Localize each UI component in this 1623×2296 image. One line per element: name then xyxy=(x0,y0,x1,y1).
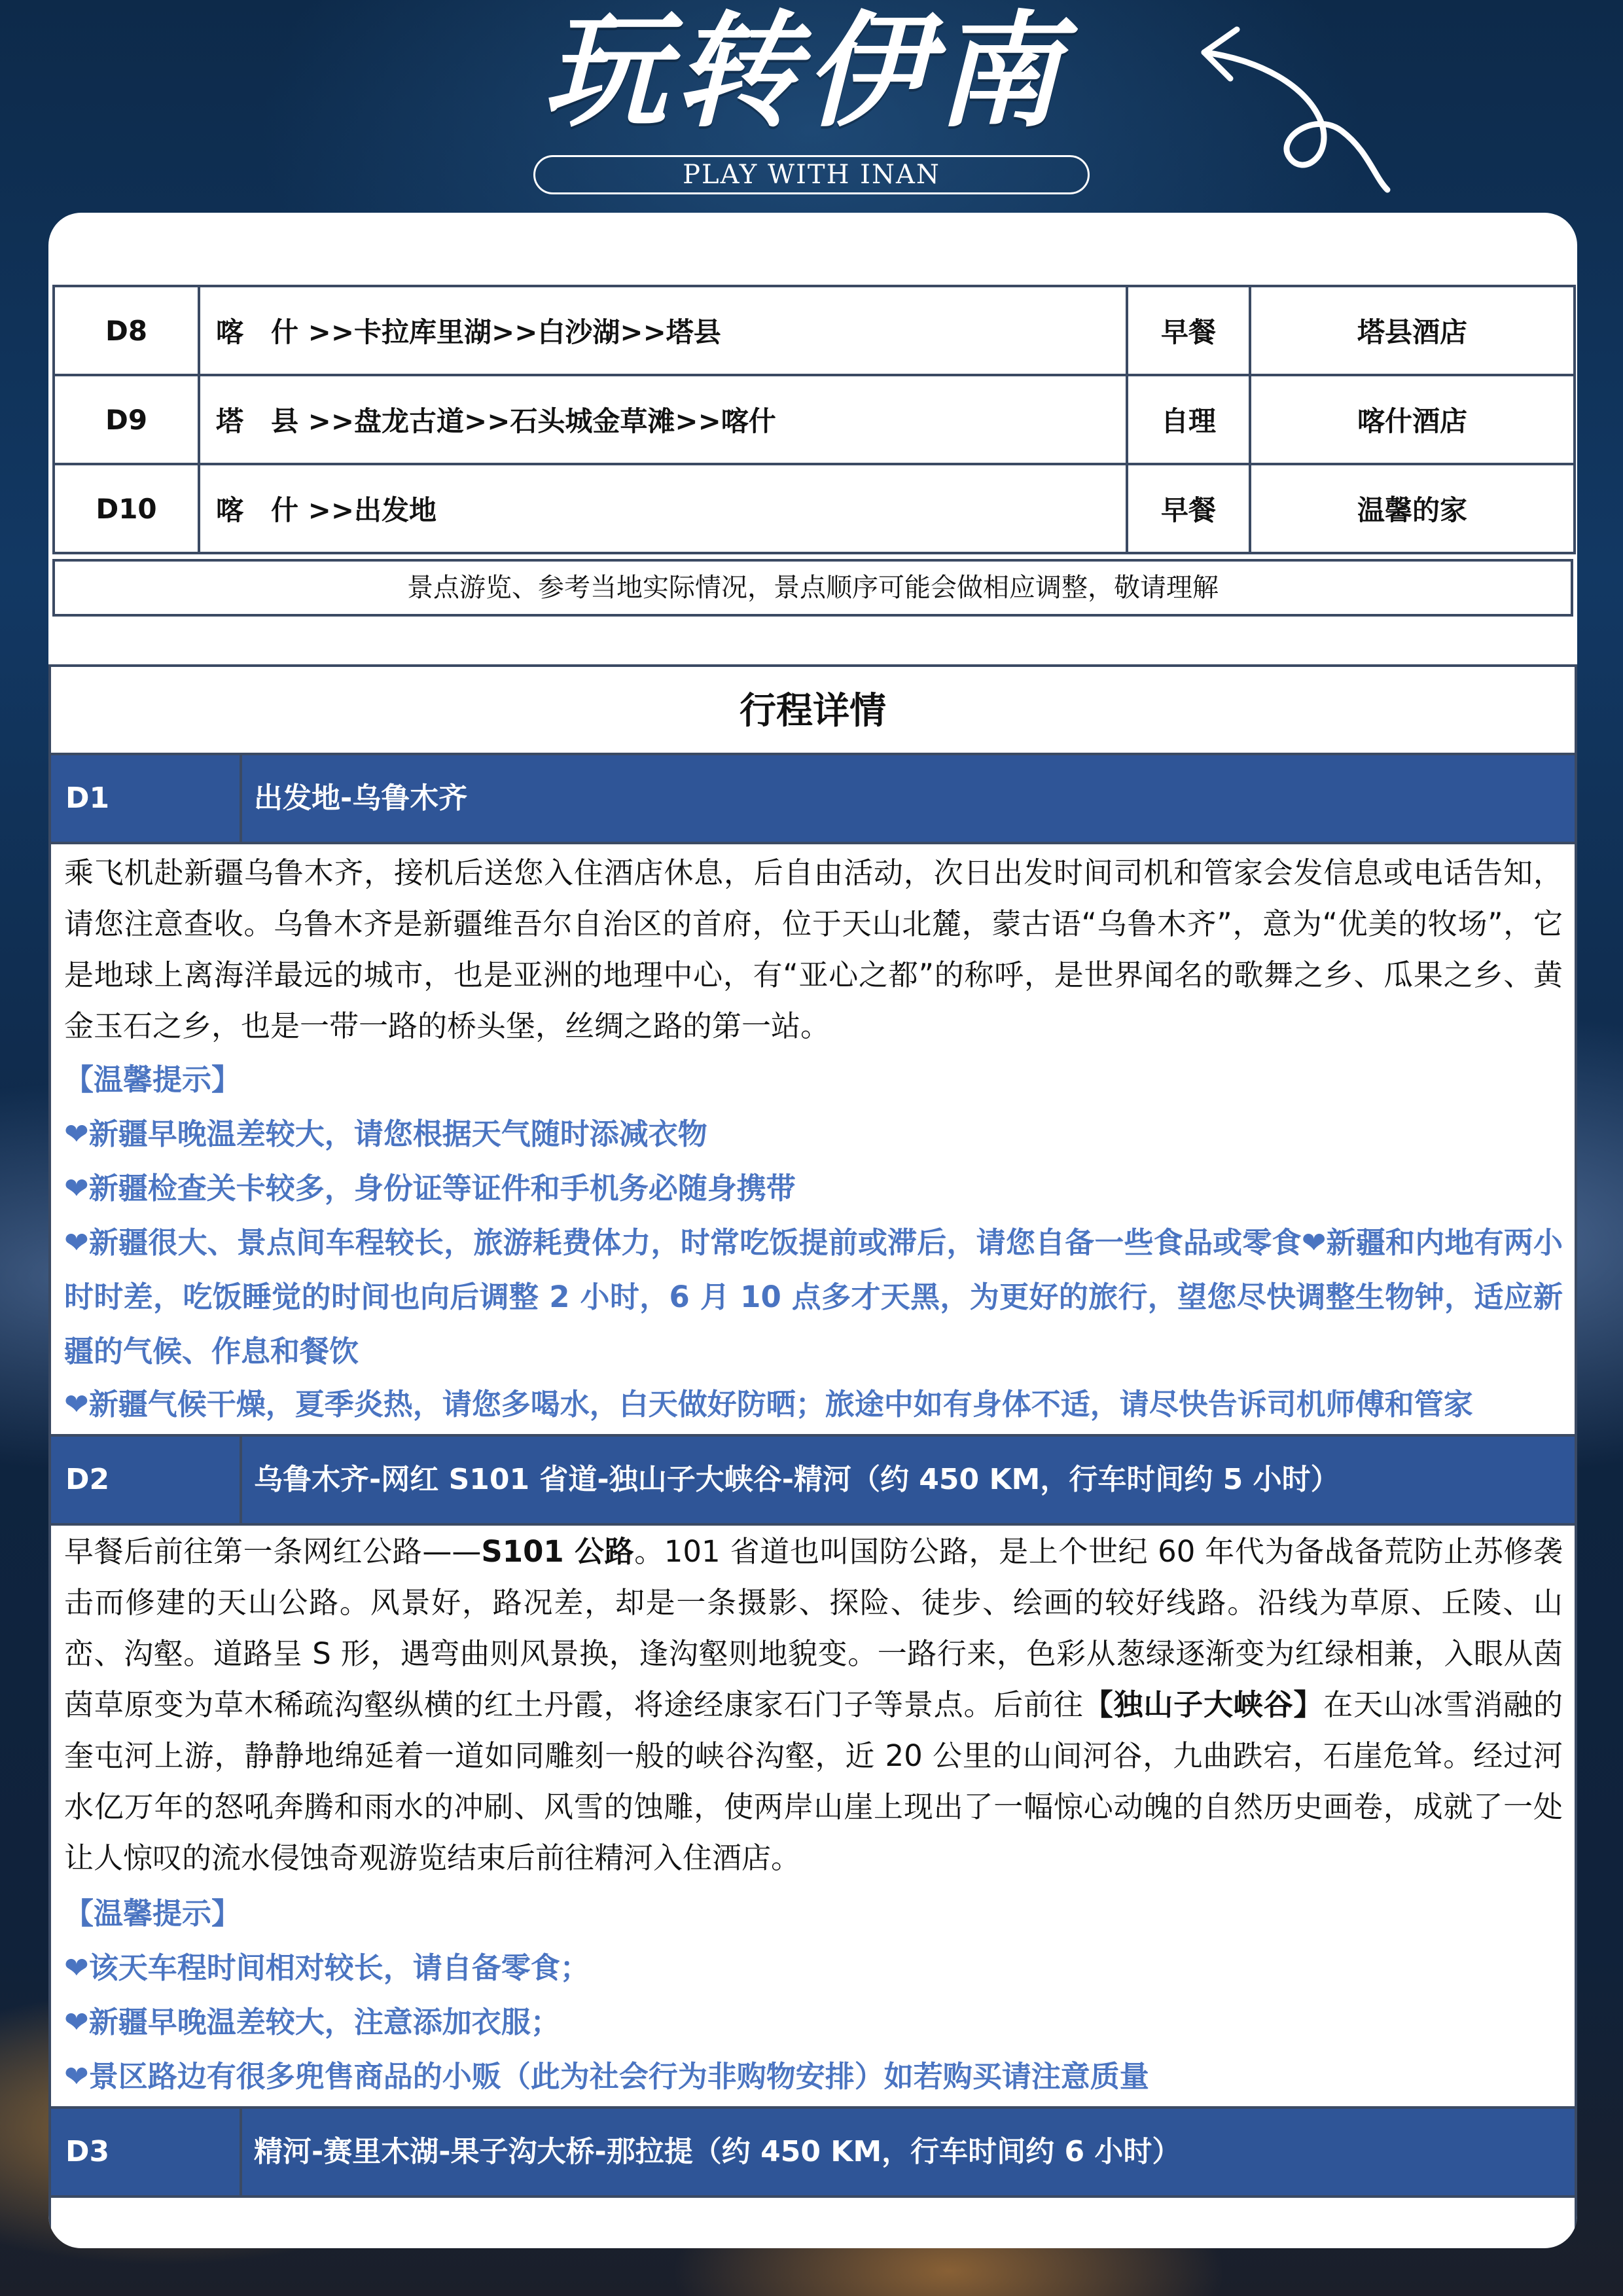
tip-item: ❤新疆早晚温差较大，注意添加衣服； xyxy=(64,2005,560,2039)
divider xyxy=(240,2109,242,2195)
tip-heading: 【温馨提示】 xyxy=(64,1896,241,1931)
day-description: 乘飞机赴新疆乌鲁木齐，接机后送您入住酒店休息，后自由活动，次日出发时间司机和管家会发信息或电话告知，请您注意查收。乌鲁木齐是新疆维吾尔自治区的首府，位于天山北麓，蒙古语“乌鲁木齐”，意为“优美的牧场”，它是地球上离海洋最远的城市，也是亚洲的地理中心，有“亚心之都”的称呼，是世界闻名的歌舞之乡、瓜果之乡、黄金玉石之乡，也是一带一路的桥头堡，丝绸之路的第一站。 xyxy=(64,855,1563,1043)
divider xyxy=(240,1437,242,1523)
tip-item: ❤新疆早晚温差较大，请您根据天气随时添减衣物 xyxy=(64,1117,707,1151)
day-description xyxy=(64,1526,1563,1884)
route-cell: 塔 县 >>盘龙古道>>石头城金草滩>>喀什 xyxy=(199,375,1127,464)
divider xyxy=(240,755,242,842)
tip-item: ❤该天车程时间相对较长，请自备零食； xyxy=(64,1950,590,1985)
text-run: 早餐后前往第一条网红公路—— xyxy=(64,1534,482,1569)
day-cell: D9 xyxy=(54,375,199,464)
day-cell: D8 xyxy=(54,286,199,375)
text-run: 。101 省道也叫国防公路，是上个世纪 60 年代为备战备荒防止苏修袭击而修建的天山公路。风景好，路况差，却是一条摄影、探险、徒步、绘画的较好线路。沿线为草原、丘陵、山峦、沟壑。道路呈 S 形，遇弯曲则风景换，逢沟壑则地貌变。一路行来，色彩从葱绿逐渐变为红绿相兼，入眼从茵茵草原变为草木稀疏沟壑纵横的红土丹霞，将途经康家石门子等景点。后前往 xyxy=(64,1534,1563,1722)
tip-item: ❤新疆气候干燥，夏季炎热，请您多喝水，白天做好防晒；旅途中如有身体不适，请尽快告诉司机师傅和管家 xyxy=(64,1387,1473,1422)
day-title: 乌鲁木齐-网红 S101 省道-独山子大峡谷-精河（约 450 KM，行车时间约 5 小时） xyxy=(254,1463,1340,1496)
header xyxy=(0,0,1623,209)
table-row xyxy=(54,286,1575,375)
page-subtitle: PLAY WITH INAN xyxy=(533,155,1090,194)
route-table xyxy=(52,285,1576,554)
route-cell: 喀 什 >>卡拉库里湖>>白沙湖>>塔县 xyxy=(199,286,1127,375)
details-title: 行程详情 xyxy=(740,690,886,732)
meal-cell: 自理 xyxy=(1127,375,1250,464)
route-cell: 喀 什 >>出发地 xyxy=(199,464,1127,553)
text-run: 在天山冰雪消融的奎屯河上游，静静地绵延着一道如同雕刻一般的峡谷沟壑，近 20 公里的山间河谷，九曲跌宕，石崖危耸。经过河水亿万年的怒吼奔腾和雨水的冲刷、风雪的蚀雕，使两岸山崖上现出了一幅惊心动魄的自然历史画卷，成就了一处让人惊叹的流水侵蚀奇观游览结束后前往精河入住酒店。 xyxy=(64,1687,1563,1875)
day-title: 出发地-乌鲁木齐 xyxy=(254,781,468,815)
schedule-note: 景点游览、参考当地实际情况，景点顺序可能会做相应调整，敬请理解 xyxy=(52,559,1573,617)
day-header-d3 xyxy=(51,2106,1575,2198)
hotel-cell: 温馨的家 xyxy=(1250,464,1575,553)
tip-item: ❤新疆很大、景点间车程较长，旅游耗费体力，时常吃饭提前或滞后，请您自备一些食品或零食❤新疆和内地有两小时时差，吃饭睡觉的时间也向后调整 2 小时，6 月 10 点多才天黑，为更好的旅行，望您尽快调整生物钟，适应新疆的气候、作息和餐饮 xyxy=(64,1225,1563,1369)
tip-item: ❤景区路边有很多兜售商品的小贩（此为社会行为非购物安排）如若购买请注意质量 xyxy=(64,2059,1149,2094)
hotel-cell: 喀什酒店 xyxy=(1250,375,1575,464)
hotel-cell: 塔县酒店 xyxy=(1250,286,1575,375)
itinerary-card xyxy=(48,213,1577,2248)
itinerary-details xyxy=(48,664,1577,2248)
table-row xyxy=(54,375,1575,464)
page-title: 玩转伊南 xyxy=(543,0,1067,144)
table-row xyxy=(54,464,1575,553)
day-code: D3 xyxy=(65,2135,110,2168)
day-code: D2 xyxy=(65,1463,110,1496)
day-cell: D10 xyxy=(54,464,199,553)
tip-heading: 【温馨提示】 xyxy=(64,1062,241,1097)
highlight-text: S101 公路 xyxy=(481,1534,635,1569)
highlight-text: 【独山子大峡谷】 xyxy=(1083,1687,1324,1722)
tip-item: ❤新疆检查关卡较多，身份证等证件和手机务必随身携带 xyxy=(64,1171,796,1206)
day-header-d1 xyxy=(51,753,1575,844)
day-code: D1 xyxy=(65,781,110,815)
day-title: 精河-赛里木湖-果子沟大桥-那拉提（约 450 KM，行车时间约 6 小时） xyxy=(254,2135,1181,2168)
meal-cell: 早餐 xyxy=(1127,464,1250,553)
day-header-d2 xyxy=(51,1434,1575,1526)
curly-arrow-icon xyxy=(1191,26,1400,196)
meal-cell: 早餐 xyxy=(1127,286,1250,375)
